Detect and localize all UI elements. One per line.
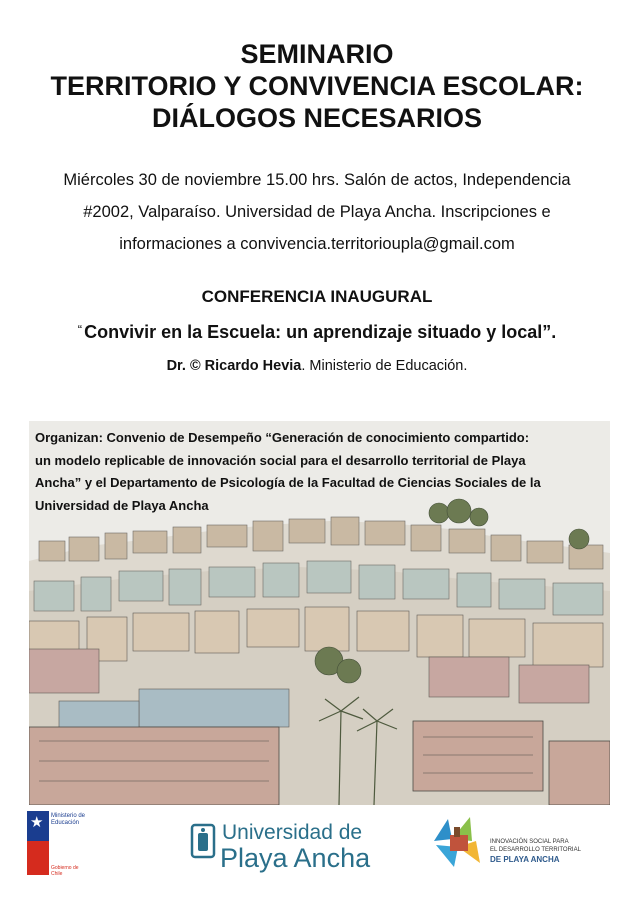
organizers-line-1: Organizan: Convenio de Desempeño “Generación de conocimiento compartido: [35,430,530,445]
details-line-1: Miércoles 30 de noviembre 15.00 hrs. Salón de actos, Independencia [63,171,571,189]
organizers-line-4: Universidad de Playa Ancha [35,497,209,513]
organizers-note [35,427,601,517]
innovation-line-3: DE PLAYA ANCHA [490,855,560,864]
details-line-3: informaciones a convivencia.territorioupla@gmail.com [119,235,515,253]
innovation-line-2: EL DESARROLLO TERRITORIAL [490,847,581,853]
mineduc-footer-label: Gobierno de Chile [51,865,79,877]
upla-logo [190,821,380,879]
talk-open-quote: “ [77,322,83,337]
upla-emblem-icon [190,823,216,859]
organizers-line-3: Ancha” y el Departamento de Psicología de la Facultad de Ciencias Sociales de la [35,475,541,490]
innovation-emblem-icon [430,811,488,873]
upla-line-2: Playa Ancha [220,843,371,873]
sponsor-logos [0,808,634,900]
event-details [40,164,594,260]
event-title [0,38,634,134]
star-icon: ★ [30,814,44,831]
mineduc-label-line-1: Ministerio de [51,813,86,819]
city-illustration [29,421,610,805]
details-line-2: #2002, Valparaíso. Universidad de Playa Ancha. Inscripciones e [83,203,551,221]
talk-title: Convivir en la Escuela: un aprendizaje situado y local”. [84,322,557,342]
conference-talk [0,322,634,343]
innovation-line-1: INNOVACIÓN SOCIAL PARA [490,839,569,845]
mineduc-logo [27,811,89,875]
mineduc-label-line-2: Educación [51,820,80,826]
upla-line-1: Universidad de [222,821,363,844]
conference-speaker [0,358,634,374]
innovation-program-logo [430,811,600,875]
mineduc-label [51,813,85,827]
title-line-3: DIÁLOGOS NECESARIOS [151,103,483,133]
speaker-org: . Ministerio de Educación. [301,358,468,374]
title-line-1: SEMINARIO [240,39,394,69]
conference-heading: CONFERENCIA INAUGURAL [201,287,433,306]
title-line-2: TERRITORIO Y CONVIVENCIA ESCOLAR: [50,71,584,101]
organizers-line-2: un modelo replicable de innovación social para el desarrollo territorial de Playa [35,452,526,468]
mineduc-red-block [27,841,49,875]
speaker-name: Dr. © Ricardo Hevia [166,358,302,374]
